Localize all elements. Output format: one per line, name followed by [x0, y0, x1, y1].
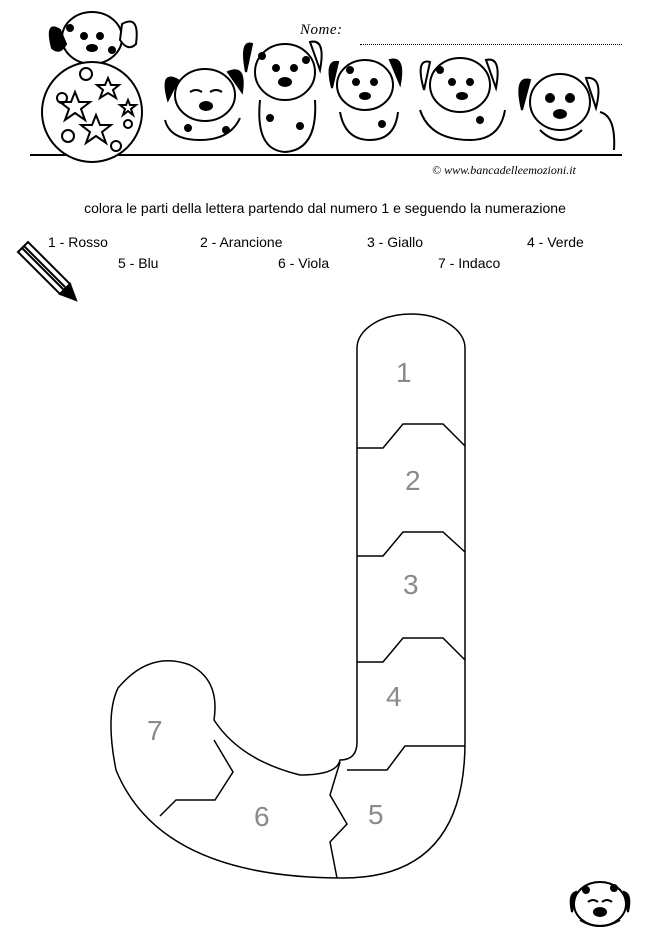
segment-divider-2-3 — [357, 532, 465, 556]
segment-number-5: 5 — [368, 799, 384, 830]
legend-item-2: 2 - Arancione — [200, 234, 283, 250]
segment-divider-3-4 — [357, 638, 465, 662]
segment-number-6: 6 — [254, 801, 270, 832]
instruction-text: colora le parti della lettera partendo dal numero 1 e seguendo la numerazione — [84, 200, 566, 216]
letter-j-outline — [0, 300, 650, 900]
name-label: Nome: — [300, 22, 343, 38]
legend-item-6: 6 - Viola — [278, 255, 330, 271]
website-url: www.bancadelleemozioni.it — [444, 163, 576, 177]
segment-number-2: 2 — [405, 465, 421, 496]
copyright-symbol: © — [432, 163, 442, 177]
name-field-line[interactable] — [360, 44, 622, 45]
legend-item-5: 5 - Blu — [118, 255, 159, 271]
legend-item-7: 7 - Indaco — [438, 255, 501, 271]
legend-item-1: 1 - Rosso — [48, 234, 108, 250]
segment-divider-4-5 — [347, 746, 465, 770]
segment-divider-5-6 — [330, 762, 347, 878]
segment-divider-1-2 — [357, 424, 465, 448]
segment-number-3: 3 — [403, 569, 419, 600]
website-credit — [432, 163, 576, 178]
legend-item-4: 4 - Verde — [527, 234, 584, 250]
segment-number-4: 4 — [386, 681, 402, 712]
sleeping-puppy-icon — [566, 872, 634, 932]
segment-number-1: 1 — [396, 357, 412, 388]
segment-divider-6-7 — [160, 740, 233, 816]
segment-number-7: 7 — [147, 715, 163, 746]
legend-item-3: 3 - Giallo — [367, 234, 424, 250]
